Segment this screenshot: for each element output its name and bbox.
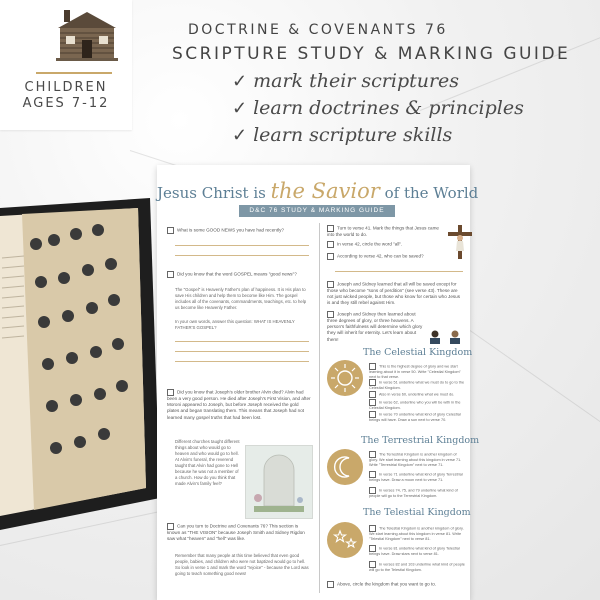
moon-badge	[327, 449, 363, 485]
title-part-b: the Savior	[270, 179, 380, 203]
write-line	[175, 351, 309, 352]
feature-text: mark their scriptures	[253, 70, 460, 92]
feature-item	[232, 122, 524, 149]
paragraph-vision: Remember that many people at this time believed that even good people, babies, and children who were not baptized would go to hell. So look in verse 1 and mark the word "rejoice" - because the Lord was going to teach something good news!	[175, 553, 309, 576]
write-line	[175, 245, 309, 246]
feature-list	[232, 68, 524, 149]
checkmark-icon: ✓	[232, 98, 248, 119]
write-line	[175, 341, 309, 342]
sun-badge	[327, 360, 363, 396]
celestial-item	[369, 391, 465, 398]
checkbox[interactable]	[369, 561, 376, 568]
celestial-item	[369, 399, 465, 411]
celestial-heading: The Celestial Kingdom	[363, 347, 473, 358]
question-text: Did you know that Joseph's older brother Alvin died? Alvin had been a very good person. He died after Joseph's First Vision, and after Moroni appeared to Joseph, but before Joseph received the gold plates and began translating them. This means that Joseph had not learned many gospel truths that had been lost.	[167, 389, 311, 420]
telestial-heading: The Telestial Kingdom	[363, 507, 471, 518]
checkbox[interactable]	[167, 389, 174, 396]
checkbox[interactable]	[369, 471, 376, 478]
checkmark-icon: ✓	[232, 125, 248, 146]
item-text: In verse 51 underline what we must do to go to the Celestial Kingdom.	[369, 380, 465, 390]
checkbox[interactable]	[369, 545, 376, 552]
question-text: Can you turn to Doctrine and Covenants 76? This section is known as "THE VISION" because Joseph Smith and Sidney Rigdon saw what "heaven" and "hell" was like.	[167, 523, 305, 542]
question-r5	[327, 311, 423, 343]
question-text: Above, circle the kingdom that you want to go to.	[337, 581, 437, 587]
checkbox[interactable]	[369, 525, 376, 532]
checkbox[interactable]	[167, 227, 174, 234]
gravestone-icon	[246, 446, 312, 518]
question-final	[327, 581, 463, 588]
item-text: The Telestial Kingdom is another kingdom of glory. We start learning about this kingdom in verse 81. Write "Telestial Kingdom" next to verse 81.	[369, 526, 464, 541]
question-r3	[327, 253, 439, 260]
checkbox[interactable]	[369, 487, 376, 494]
write-line	[335, 271, 463, 272]
item-text: In verse 70 underline what kind of glory Celestial beings will have. Draw a sun next to verse 70.	[369, 412, 461, 422]
checkbox[interactable]	[327, 311, 334, 318]
feature-text: learn scripture skills	[253, 124, 453, 146]
celestial-item	[369, 363, 465, 380]
funeral-illustration	[245, 445, 313, 519]
worksheet-subtitle: D&C 76 STUDY & MARKING GUIDE	[239, 205, 395, 217]
feature-item	[232, 95, 524, 122]
checkbox[interactable]	[167, 271, 174, 278]
paragraph-alvin: Different churches taught different things about who would go to heaven and who would go to hell. At Alvin's funeral, the reverend taught that Alvin had gone to Hell because he was not a member of a church. How do you think that made Alvin's family feel?	[175, 439, 240, 486]
checkbox[interactable]	[369, 399, 376, 406]
terrestrial-heading: The Terrestrial Kingdom	[361, 435, 480, 446]
crucifixion-image	[447, 225, 473, 259]
audience-line-1: CHILDREN	[24, 80, 108, 95]
terrestrial-item	[369, 471, 465, 483]
checkbox[interactable]	[327, 241, 334, 248]
checkbox[interactable]	[327, 253, 334, 260]
question-text: In verse 42, circle the word "all".	[337, 241, 403, 247]
question-r1	[327, 225, 439, 238]
badge-divider	[36, 72, 112, 74]
celestial-item	[369, 379, 465, 391]
write-line	[175, 361, 309, 362]
audience-line-2: AGES 7-12	[22, 96, 110, 111]
question-r2	[327, 241, 439, 248]
joseph-sidney-image	[425, 330, 465, 344]
item-text: This is the highest degree of glory and we start learning about it in verse 50. Write "Celestial Kingdom" next to that verse.	[369, 364, 461, 379]
sun-icon	[327, 360, 363, 396]
item-text: The Terrestrial Kingdom is another kingdom of glory. We start learning about this kingdom in verse 71. Write "Terrestrial Kingdom" next to verse 71.	[369, 452, 462, 467]
checkbox[interactable]	[369, 363, 376, 370]
moon-icon	[327, 449, 363, 485]
stars-badge	[327, 522, 363, 558]
checkbox[interactable]	[327, 225, 334, 232]
question-2	[167, 271, 312, 278]
checkbox[interactable]	[369, 379, 376, 386]
title-part-c: of the World	[379, 184, 479, 202]
terrestrial-item	[369, 451, 465, 468]
feature-item	[232, 68, 524, 95]
write-line	[175, 255, 309, 256]
question-4	[167, 523, 312, 542]
checkbox[interactable]	[369, 411, 376, 418]
telestial-item	[369, 545, 465, 557]
checkbox[interactable]	[369, 391, 376, 398]
product-subtitle: DOCTRINE & COVENANTS 76	[188, 22, 448, 38]
telestial-item	[369, 561, 465, 573]
open-bible-image	[0, 198, 160, 530]
checkbox[interactable]	[167, 523, 174, 530]
stars-icon	[327, 522, 363, 558]
feature-text: learn doctrines & principles	[253, 97, 524, 119]
checkbox[interactable]	[327, 281, 334, 288]
item-text: In verses 74, 75, and 79 underline what kind of people will go to the Terrestrial Kingdom.	[369, 488, 458, 498]
question-text: According to verse 42, who can be saved?	[337, 253, 424, 259]
checkmark-icon: ✓	[232, 71, 248, 92]
question-text: Joseph and Sidney learned that all will be saved except for those who become "sons of perdition" (see verse 43). These are not just wicked people, but those who know for certain who Jesus is and they still rebel against Him.	[327, 281, 461, 306]
question-text: Turn to verse 41. Mark the things that Jesus came into the world to do.	[327, 225, 439, 237]
log-cabin-icon	[54, 6, 120, 64]
checkbox[interactable]	[327, 581, 334, 588]
celestial-item	[369, 411, 465, 423]
audience-label	[0, 80, 132, 112]
question-text: What is some GOOD NEWS you have had recently?	[177, 227, 284, 233]
paragraph-gospel: The "Gospel" is Heavenly Father's plan of happiness. It is His plan to save His children and help them to become like Him. The gospel includes all of the covenants, commandments, teachings, etc. to help us become like Heavenly Father.	[175, 287, 307, 310]
worksheet-title	[157, 179, 479, 203]
question-1	[167, 227, 312, 234]
audience-badge	[0, 0, 132, 130]
item-text: Also in verse 60, underline what we must do.	[379, 392, 455, 397]
item-text: In verse 62, underline who you will be with in the Celestial Kingdom.	[369, 400, 461, 410]
product-title: SCRIPTURE STUDY & MARKING GUIDE	[172, 44, 571, 64]
question-text: Joseph and Sidney then learned about three degrees of glory, or three heavens. A person's faithfulness will determine which glory they will inherit for eternity. Let's learn about them!	[327, 311, 423, 342]
marble-vein	[470, 330, 600, 423]
item-text: In verse 81 underline what kind of glory Telestial beings have. Draw stars next to verse 81.	[369, 546, 460, 556]
telestial-item	[369, 525, 465, 542]
paragraph-question: In your own words, answer this question: WHAT IS HEAVENLY FATHER'S GOSPEL?	[175, 319, 295, 330]
terrestrial-item	[369, 487, 465, 499]
column-divider	[319, 223, 320, 593]
item-text: In verse 71 underline what kind of glory Terrestrial beings have. Draw a moon next to verse 71.	[369, 472, 463, 482]
question-r4	[327, 281, 463, 307]
question-3	[167, 389, 312, 421]
question-text: Did you know that the word GOSPEL means "good news"?	[177, 271, 297, 277]
title-part-a: Jesus Christ is	[157, 184, 271, 202]
checkbox[interactable]	[369, 451, 376, 458]
item-text: In verses 82 and 103 underline what kind of people will go to the Telestial Kingdom.	[369, 562, 465, 572]
worksheet-preview	[157, 165, 480, 600]
